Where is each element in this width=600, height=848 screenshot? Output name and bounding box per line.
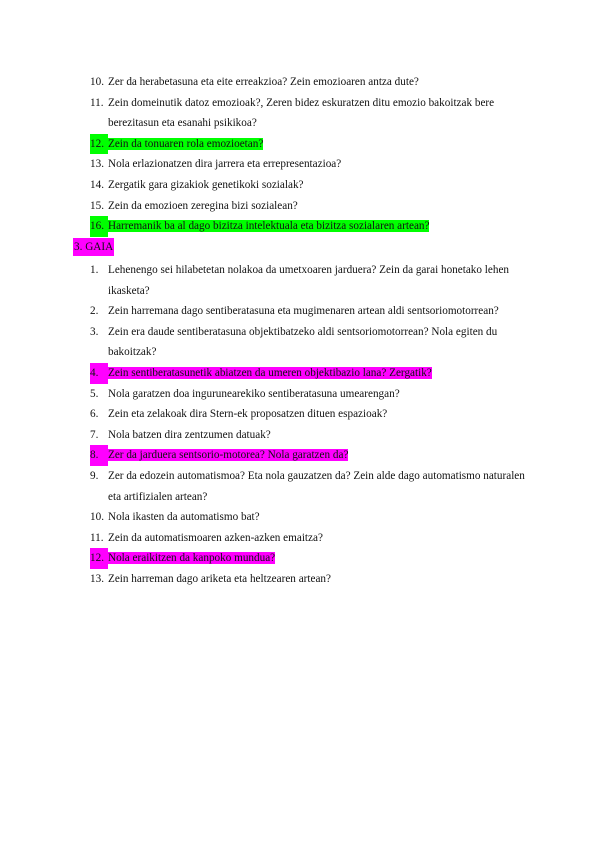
list-item	[0, 507, 600, 528]
item-text: Zein da emozioen zeregina bizi sozialean?	[108, 199, 298, 212]
item-number: 8.	[90, 445, 108, 466]
list-item	[0, 72, 600, 93]
item-number: 11.	[90, 96, 104, 109]
item-number: 7.	[90, 428, 99, 441]
list-item	[0, 175, 600, 196]
list-item	[0, 301, 600, 322]
item-text: Zein domeinutik datoz emozioak?, Zeren bidez eskuratzen ditu emozio bakoitzak bere berezitasun eta esanahi psikikoa?	[108, 96, 495, 130]
item-number: 5.	[90, 387, 99, 400]
list-item	[0, 569, 600, 590]
item-number: 12.	[90, 548, 108, 569]
list-item	[0, 404, 600, 425]
item-text: Zein harremana dago sentiberatasuna eta mugimenaren artean aldi sentsoriomotorrean?	[108, 305, 499, 318]
item-number: 3.	[90, 325, 99, 338]
item-text: Zer da jarduera sentsorio-motorea? Nola garatzen da?	[108, 449, 349, 462]
item-text: Lehenengo sei hilabetetan nolakoa da umetxoaren jarduera? Zein da garai honetako lehen ikasketa?	[108, 264, 510, 297]
item-number: 10.	[90, 76, 104, 88]
list-item	[0, 134, 600, 155]
section-heading: 3. GAIA	[73, 238, 114, 256]
item-text: Zer da herabetasuna eta eite erreakzioa? Zein emozioaren antza dute?	[108, 76, 419, 88]
item-number: 6.	[90, 408, 99, 421]
list-item	[0, 548, 600, 569]
list-item	[0, 216, 600, 237]
item-text: Harremanik ba al dago bizitza intelektuala eta bizitza sozialaren artean?	[108, 220, 430, 233]
list-item	[0, 445, 600, 466]
list-item	[0, 260, 600, 301]
list-item	[0, 93, 600, 134]
list-item	[0, 384, 600, 405]
item-number: 14.	[90, 178, 104, 191]
item-text: Nola batzen dira zentzumen datuak?	[108, 428, 271, 441]
item-text: Zer da edozein automatismoa? Eta nola gauzatzen da? Zein alde dago automatismo naturalen eta artifizialen artean?	[108, 469, 525, 503]
item-number: 13.	[90, 158, 104, 171]
item-text: Nola garatzen doa ingurunearekiko sentiberatasuna umearengan?	[108, 387, 400, 400]
item-text: Zein da tonuaren rola emozioetan?	[108, 137, 264, 150]
item-number: 9.	[90, 469, 99, 482]
question-list-previous-topic	[0, 72, 600, 237]
item-number: 2.	[90, 305, 99, 318]
item-text: Zein era daude sentiberatasuna objektibatzeko aldi sentsoriomotorrean? Nola egiten du bakoitzak?	[108, 325, 498, 359]
item-text: Zein harreman dago ariketa eta heltzearen artean?	[108, 572, 331, 585]
item-text: Zein eta zelakoak dira Stern-ek proposatzen dituen espazioak?	[108, 408, 388, 421]
item-number: 16.	[90, 216, 108, 237]
list-item	[0, 196, 600, 217]
item-text: Nola erlazionatzen dira jarrera eta errepresentazioa?	[108, 158, 342, 171]
list-item	[0, 425, 600, 446]
item-number: 15.	[90, 199, 104, 212]
list-item	[0, 528, 600, 549]
item-number: 13.	[90, 572, 104, 585]
item-number: 12.	[90, 134, 108, 155]
item-text: Zein sentiberatasunetik abiatzen da umeren objektibazio lana? Zergatik?	[108, 366, 432, 379]
item-number: 10.	[90, 511, 104, 524]
item-text: Nola eraikitzen da kanpoko mundua?	[108, 552, 276, 565]
list-item	[0, 322, 600, 363]
item-number: 11.	[90, 531, 104, 544]
item-number: 1.	[90, 264, 99, 276]
item-text: Zergatik gara gizakiok genetikoki sozialak?	[108, 178, 304, 191]
item-text: Zein da automatismoaren azken-azken emaitza?	[108, 531, 323, 544]
question-list-topic-3	[0, 260, 600, 590]
item-text: Nola ikasten da automatismo bat?	[108, 511, 260, 524]
list-item	[0, 363, 600, 384]
list-item	[0, 154, 600, 175]
item-number: 4.	[90, 363, 108, 384]
list-item	[0, 466, 600, 507]
